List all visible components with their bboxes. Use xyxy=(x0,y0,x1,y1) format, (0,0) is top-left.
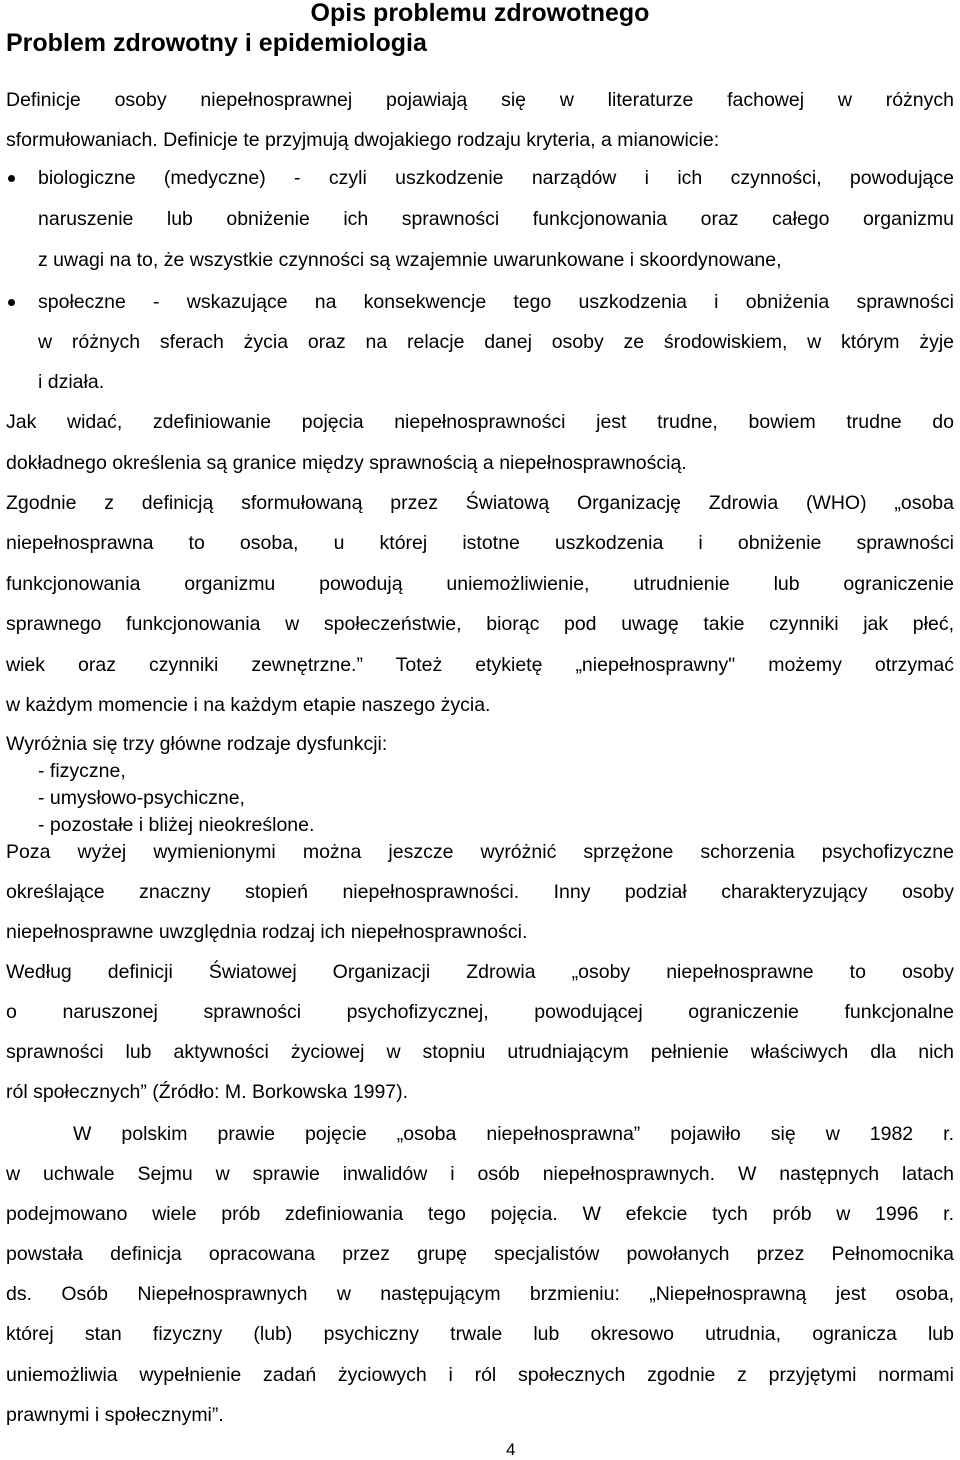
dysfunction-intro: Wyróżnia się trzy główne rodzaje dysfunkcji: xyxy=(6,733,388,755)
text-line: prawnymi i społecznymi”. xyxy=(6,1403,224,1426)
text-line: funkcjonowania organizmu powodują uniemożliwienie, utrudnienie lub ograniczenie xyxy=(6,572,954,595)
text-line: ról społecznych” (Źródło: M. Borkowska 1997). xyxy=(6,1081,409,1103)
text-line: i działa. xyxy=(38,371,105,393)
list-item: - pozostałe i bliżej nieokreślone. xyxy=(38,814,315,836)
dysfunction-types xyxy=(6,731,954,839)
text-line: powstała definicja opracowana przez grupę specjalistów powołanych przez Pełnomocnika xyxy=(6,1243,954,1266)
list-item: - umysłowo-psychiczne, xyxy=(38,787,245,809)
text-line: dokładnego określenia są granice między sprawnością a niepełnosprawnością. xyxy=(6,452,687,474)
bullet-icon xyxy=(8,175,15,182)
paragraph-difficulty xyxy=(6,402,954,484)
text-line: w każdym momencie i na każdym etapie naszego życia. xyxy=(6,694,491,717)
text-line: sprawności lub aktywności życiowej w stopniu utrudniającym pełnienie właściwych dla nich xyxy=(6,1041,954,1063)
bullet-social xyxy=(38,282,954,402)
text-line: w uchwale Sejmu w sprawie inwalidów i osób niepełnosprawnych. W następnych latach xyxy=(6,1163,954,1186)
paragraph-polish-law xyxy=(6,1114,954,1435)
paragraph-intro xyxy=(6,80,954,160)
list-item: - fizyczne, xyxy=(38,760,126,782)
text-line: podejmowano wiele prób zdefiniowania tego pojęcia. W efekcie tych prób w 1996 r. xyxy=(6,1203,954,1226)
text-line: sprawnego funkcjonowania w społeczeństwie, biorąc pod uwagę takie czynniki jak płeć, xyxy=(6,613,954,636)
paragraph-who-persons xyxy=(6,952,954,1112)
text-line: sformułowaniach. Definicje te przyjmują dwojakiego rodzaju kryteria, a mianowicie: xyxy=(6,129,720,151)
text-line: niepełnosprawna to osoba, u której istotne uszkodzenia i obniżenie sprawności xyxy=(6,532,954,555)
text-line: o naruszonej sprawności psychofizycznej, powodującej ograniczenie funkcjonalne xyxy=(6,1001,954,1023)
text-line: naruszenie lub obniżenie ich sprawności funkcjonowania oraz całego organizmu xyxy=(38,208,954,230)
page-number: 4 xyxy=(506,1440,516,1459)
text-line: W polskim prawie pojęcie „osoba niepełnosprawna” pojawiło się w 1982 r. xyxy=(73,1123,954,1145)
text-line: społeczne - wskazujące na konsekwencje tego uszkodzenia i obniżenia sprawności xyxy=(38,291,954,313)
text-line: niepełnosprawne uwzględnia rodzaj ich niepełnosprawności. xyxy=(6,921,528,943)
text-line: której stan fizyczny (lub) psychiczny trwale lub okresowo utrudnia, ogranicza lub xyxy=(6,1323,954,1346)
text-line: Zgodnie z definicją sformułowaną przez Światową Organizację Zdrowia (WHO) „osoba xyxy=(6,492,954,514)
text-line: określające znaczny stopień niepełnosprawności. Inny podział charakteryzujący osoby xyxy=(6,881,954,903)
text-line: Jak widać, zdefiniowanie pojęcia niepełnosprawności jest trudne, bowiem trudne do xyxy=(6,411,954,433)
text-line: Definicje osoby niepełnosprawnej pojawiają się w literaturze fachowej w różnych xyxy=(6,89,954,111)
section-heading: Problem zdrowotny i epidemiologia xyxy=(6,29,427,57)
text-line: wiek oraz czynniki zewnętrzne.” Toteż etykietę „niepełnosprawny" możemy otrzymać xyxy=(6,653,954,676)
text-line: uniemożliwia wypełnienie zadań życiowych i ról społecznych zgodnie z przyjętymi normami xyxy=(6,1363,954,1386)
paragraph-who-definition xyxy=(6,483,954,725)
text-line: biologiczne (medyczne) - czyli uszkodzenie narządów i ich czynności, powodujące xyxy=(38,167,954,189)
paragraph-combined-disorders xyxy=(6,832,954,952)
bullet-icon xyxy=(8,299,15,306)
page-title: Opis problemu zdrowotnego xyxy=(310,0,650,27)
text-line: w różnych sferach życia oraz na relacje danej osoby ze środowiskiem, w którym żyje xyxy=(38,331,954,353)
bullet-biological xyxy=(38,158,954,281)
text-line: z uwagi na to, że wszystkie czynności są wzajemnie uwarunkowane i skoordynowane, xyxy=(38,249,782,271)
text-line: ds. Osób Niepełnosprawnych w następującym brzmieniu: „Niepełnosprawną jest osoba, xyxy=(6,1283,954,1306)
text-line: Poza wyżej wymienionymi można jeszcze wyróżnić sprzężone schorzenia psychofizyczne xyxy=(6,841,954,863)
text-line: Według definicji Światowej Organizacji Zdrowia „osoby niepełnosprawne to osoby xyxy=(6,961,954,983)
